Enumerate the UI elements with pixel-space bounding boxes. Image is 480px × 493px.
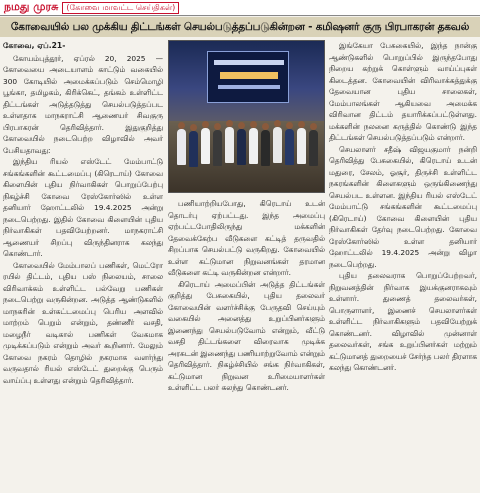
person-figure (297, 128, 306, 164)
paragraph: கிரெடாய் அமைப்பின் அடுத்த திட்டங்கள் குறித்து பேசுகையில், புதிய தலைவர் கோவையின் வளர்ச்சிக்கு பேருதவி செய்யும் வகையில் அனைத்து உறுப்பினர்களும் இணைந்து செயல்படுவோம் என்றும், வீட்டு வசதி திட்டங்களை விரைவாக முடிக்க அரசுடன் இணைந்து பணியாற்றுவோம் என்றும் தெரிவித்தார். நிகழ்ச்சியில் சங்க நிர்வாகிகள், கட்டுமான நிறுவன உரிமையாளர்கள் உள்ளிட்ட பலர் கலந்து கொண்டனர். (168, 279, 325, 392)
paragraph: இந்திய ரியல் எஸ்டேட் மேம்பாட்டு சங்கங்களின் கூட்டமைப்பு (கிரெடாய்) கோவை கிளையின் புதிய நிர்வாகிகள் பொறுப்பேற்பு நிகழ்ச்சி கோவை ரேஸ்கோர்ஸில் உள்ள தனியார் ஹோட்டலில் 19.4.2025 அன்று நடைபெற்றது. இதில் கோவை கிளையின் புதிய நிர்வாகிகள் பதவியேற்றனர். மாநகராட்சி ஆணையர் சிறப்பு விருந்தினராக கலந்து கொண்டார். (3, 157, 163, 258)
person-figure (261, 130, 270, 166)
edition-label: (கோவை மாவட்ட செய்திகள்) (62, 2, 179, 14)
person-figure (225, 127, 234, 163)
article-column-2 (168, 198, 325, 490)
paragraph: கோயம்புத்தூர், ஏப்ரல் 20, 2025 — கோவையை அடையாளம் காட்டும் வகையில் 300 கோடியில் அமைக்கப்படும் செம்மொழி பூங்கா, தமிழகம், கிரிக்கெட், தங்கம் உள்ளிட்ட திட்டங்கள் அடுத்தடுத்து செயல்படுத்தப்பட உள்ளதாக மாநகராட்சி ஆணையர் சிவகுரு பிரபாகரன் தெரிவித்தார். இதுகுறித்து கோவையில் நடைபெற்ற விழாவில் அவர் பேசியதாவது: (3, 53, 163, 155)
paragraph: புதிய தலைவராக பொறுப்பேற்றவர், நிறுவனத்தின் நிர்வாக இயக்குனராகவும் உள்ளார். துணைத் தலைவர்கள், பொருளாளர், இணைச் செயலாளர்கள் உள்ளிட்ட நிர்வாகிகளும் பதவியேற்றுக் கொண்டனர். விழாவில் முன்னாள் தலைவர்கள், சங்க உறுப்பினர்கள் மற்றும் கட்டுமானத் துறையைச் சேர்ந்த பலர் திரளாக கலந்து கொண்டனர். (329, 271, 477, 372)
person-figure (285, 129, 294, 165)
paragraph: இங்கேயா பேசுகையில், இந்த நான்கு ஆண்டுகளில் பொறுப்பில் இருந்தபோது நிறைய கற்றுக் கொள்ளும் வாய்ப்புகள் கிடைத்தன. கோவையின் விரிவாக்கத்துக்கு தேவையான புதிய சாலைகள், மேம்பாலங்கள் ஆகியவை அமைக்க விரிவான திட்டம் தயாரிக்கப்பட்டுள்ளது. மக்களின் நலனை கருத்தில் கொண்டு இந்த திட்டங்கள் செயல்படுத்தப்படும் என்றார். (329, 41, 477, 142)
paragraph: செயலாளர் சதீஷ் விஜயகுமார் நன்றி தெரிவித்து பேசுகையில், கிரெடாய் உடன் மதுரை, சேலம், ஓசூர், திருச்சி உள்ளிட்ட நகரங்களின் கிளைகளும் ஒருங்கிணைந்து செயல்பட உள்ளன. இந்திய ரியல் எஸ்டேட் மேம்பாட்டு சங்கங்களின் கூட்டமைப்பு (கிரெடாய்) கோவை கிளையின் புதிய நிர்வாகிகள் தேர்வு நடைபெற்றது. கோவை ரேஸ்கோர்ஸில் உள்ள தனியார் ஹோட்டலில் 19.4.2025 அன்று விழா நடைபெற்றது. (329, 144, 477, 269)
article-column-3 (329, 40, 477, 490)
person-figure (213, 130, 222, 166)
headline: கோவையில் பல முக்கிய திட்டங்கள் செயல்படுத்தப்படுகின்றன - கமிஷனர் குரு பிரபாகரன் தகவல் (0, 17, 480, 37)
person-figure (189, 131, 198, 167)
article-column-1 (3, 40, 163, 490)
dateline: கோவை, ஏப்.21- (3, 41, 66, 50)
paragraph: கோவையில் மேம்பாலப் பணிகள், மெட்ரோ ரயில் திட்டம், புதிய பஸ் நிலையம், சாலை விரிவாக்கம் உள்ளிட்ட பல்வேறு பணிகள் நடைபெற்று வருகின்றன. அடுத்த ஆண்டுகளில் மாநகரின் உள்கட்டமைப்பு பெரிய அளவில் மாற்றம் பெறும் என்றும், தண்ணீர் வசதி, மழைநீர் வடிகால் பணிகள் வேகமாக முடிக்கப்படும் என்றும் அவர் கூறினார். மேலும் கோவை நகரம் தொழில் நகரமாக வளர்ந்து வருவதால் ரியல் எஸ்டேட் துறைக்கு பெரும் வாய்ப்பு உள்ளது என்றும் தெரிவித்தார். (3, 260, 163, 385)
person-figure (237, 129, 246, 165)
person-figure (273, 127, 282, 163)
event-photo (168, 40, 325, 193)
person-figure (201, 128, 210, 164)
person-figure (249, 128, 258, 164)
masthead (0, 0, 480, 16)
stage-banner (207, 51, 289, 103)
paragraph: பணியாற்றியபோது, கிரெடாய் உடன் தொடர்பு ஏற்பட்டது. இந்த அமைப்பு ஏற்பட்டபோதிலிருந்து மக்களின் தேவைக்கேற்ப வீடுகளை கட்டித் தருவதில் சிறப்பாக செயல்பட்டு வருகிறது. கோவையில் உள்ள கட்டுமான நிறுவனங்கள் தரமான வீடுகளை கட்டி வருகின்றன என்றார். (168, 199, 325, 277)
person-figure (309, 130, 318, 166)
person-figure (177, 129, 186, 165)
newspaper-logo: நமது முரசு (4, 0, 59, 13)
